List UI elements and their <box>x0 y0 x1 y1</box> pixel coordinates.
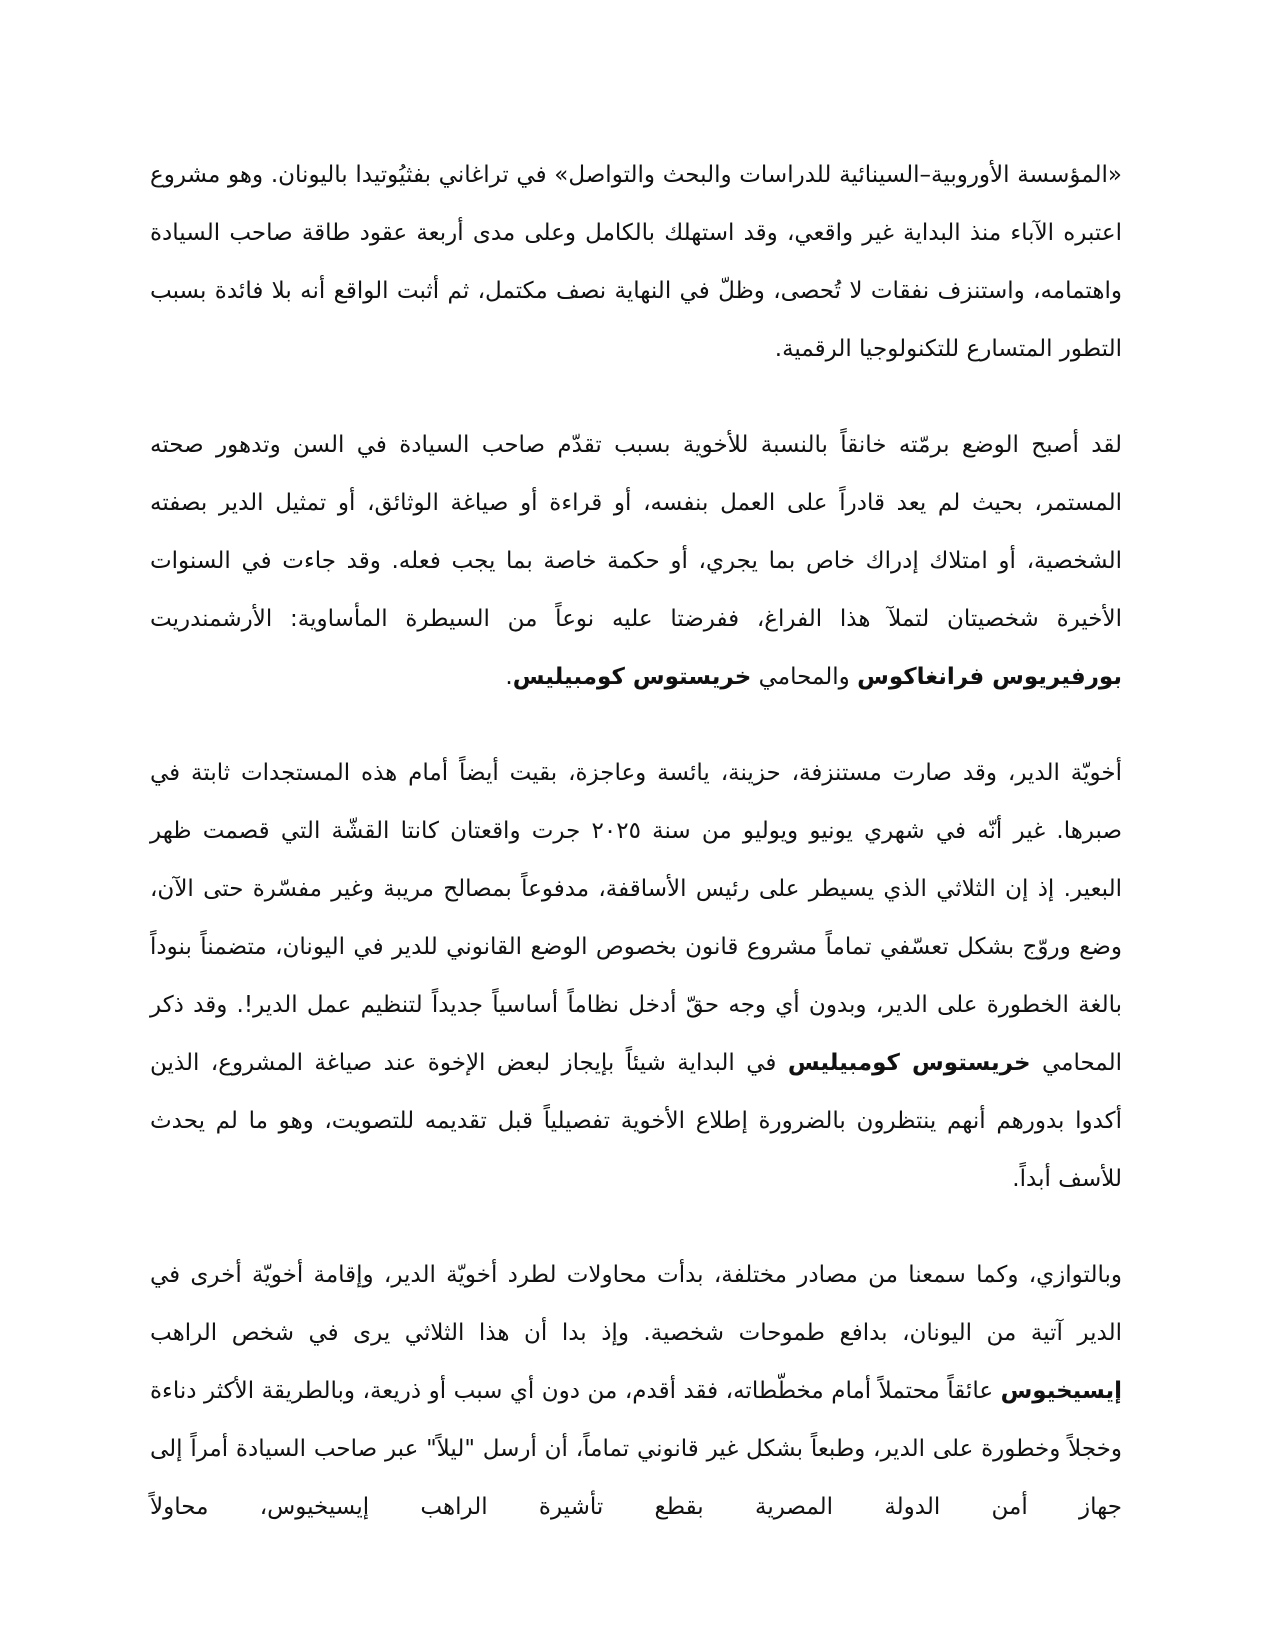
paragraph-text: «المؤسسة الأوروبية–السينائية للدراسات والبحث والتواصل» في تراغاني بفثيُوتيدا باليونان. وهو مشروع اعتبره الآباء منذ البداية غير واقعي، وقد استهلك بالكامل وعلى مدى أربعة عقود طاقة صاحب السيادة واهتمامه، واستنزف نفقات لا تُحصى، وظلّ في النهاية نصف مكتمل، ثم أثبت الواقع أنه بلا فائدة بسبب التطور المتسارع للتكنولوجيا الرقمية. <box>150 162 1122 362</box>
paragraph-4 <box>150 1246 1122 1536</box>
bold-name-hesychios: إيسيخيوس <box>1000 1378 1122 1404</box>
paragraph-2 <box>150 416 1122 706</box>
paragraph-1 <box>150 146 1122 378</box>
paragraph-text: في البداية شيئاً بإيجاز لبعض الإخوة عند صياغة المشروع، الذين أكدوا بدورهم أنهم ينتظرون بالضرورة إطلاع الأخوية تفصيلياً قبل تقديمه للتصويت، وهو ما لم يحدث للأسف أبداً. <box>150 1050 1122 1192</box>
paragraph-3 <box>150 744 1122 1208</box>
paragraph-text: . <box>505 664 513 690</box>
paragraph-text: وبالتوازي، وكما سمعنا من مصادر مختلفة، بدأت محاولات لطرد أخويّة الدير، وإقامة أخويّة أخرى في الدير آتية من اليونان، بدافع طموحات شخصية. وإذ بدا أن هذا الثلاثي يرى في شخص الراهب <box>150 1262 1122 1346</box>
bold-name-christos: خريستوس كومبيليس <box>512 664 752 690</box>
paragraph-text: عائقاً محتملاً أمام مخطّطاته، فقد أقدم، من دون أي سبب أو ذريعة، وبالطريقة الأكثر دناءة وخجلاً وخطورة على الدير، وطبعاً بشكل غير قانوني تماماً، أن أرسل "ليلاً" عبر صاحب السيادة أمراً إلى جهاز أمن الدولة المصرية بقطع تأشيرة الراهب إيسيخيوس، محاولاً <box>150 1378 1122 1520</box>
document-body <box>150 146 1122 1574</box>
paragraph-text: والمحامي <box>751 664 858 690</box>
bold-name-porphyrios: بورفيريوس فرانغاكوس <box>857 664 1122 690</box>
paragraph-text: لقد أصبح الوضع برمّته خانقاً بالنسبة للأخوية بسبب تقدّم صاحب السيادة في السن وتدهور صحته المستمر، بحيث لم يعد قادراً على العمل بنفسه، أو قراءة أو صياغة الوثائق، أو تمثيل الدير بصفته الشخصية، أو امتلاك إدراك خاص بما يجري، أو حكمة خاصة بما يجب فعله. وقد جاءت في السنوات الأخيرة شخصيتان لتملآ هذا الفراغ، ففرضتا عليه نوعاً من السيطرة المأساوية: الأرشمندريت <box>150 432 1122 632</box>
paragraph-text: أخويّة الدير، وقد صارت مستنزفة، حزينة، يائسة وعاجزة، بقيت أيضاً أمام هذه المستجدات ثابتة في صبرها. غير أنّه في شهري يونيو ويوليو من سنة ٢٠٢٥ جرت واقعتان كانتا القشّة التي قصمت ظهر البعير. إذ إن الثلاثي الذي يسيطر على رئيس الأساقفة، مدفوعاً بمصالح مريبة وغير مفسّرة حتى الآن، وضع وروّج بشكل تعسّفي تماماً مشروع قانون بخصوص الوضع القانوني للدير في اليونان، متضمناً بنوداً بالغة الخطورة على الدير، وبدون أي وجه حقّ أدخل نظاماً أساسياً جديداً لتنظيم عمل الدير!. وقد ذكر المحامي <box>150 760 1122 1076</box>
bold-name-christos: خريستوس كومبيليس <box>787 1050 1031 1076</box>
